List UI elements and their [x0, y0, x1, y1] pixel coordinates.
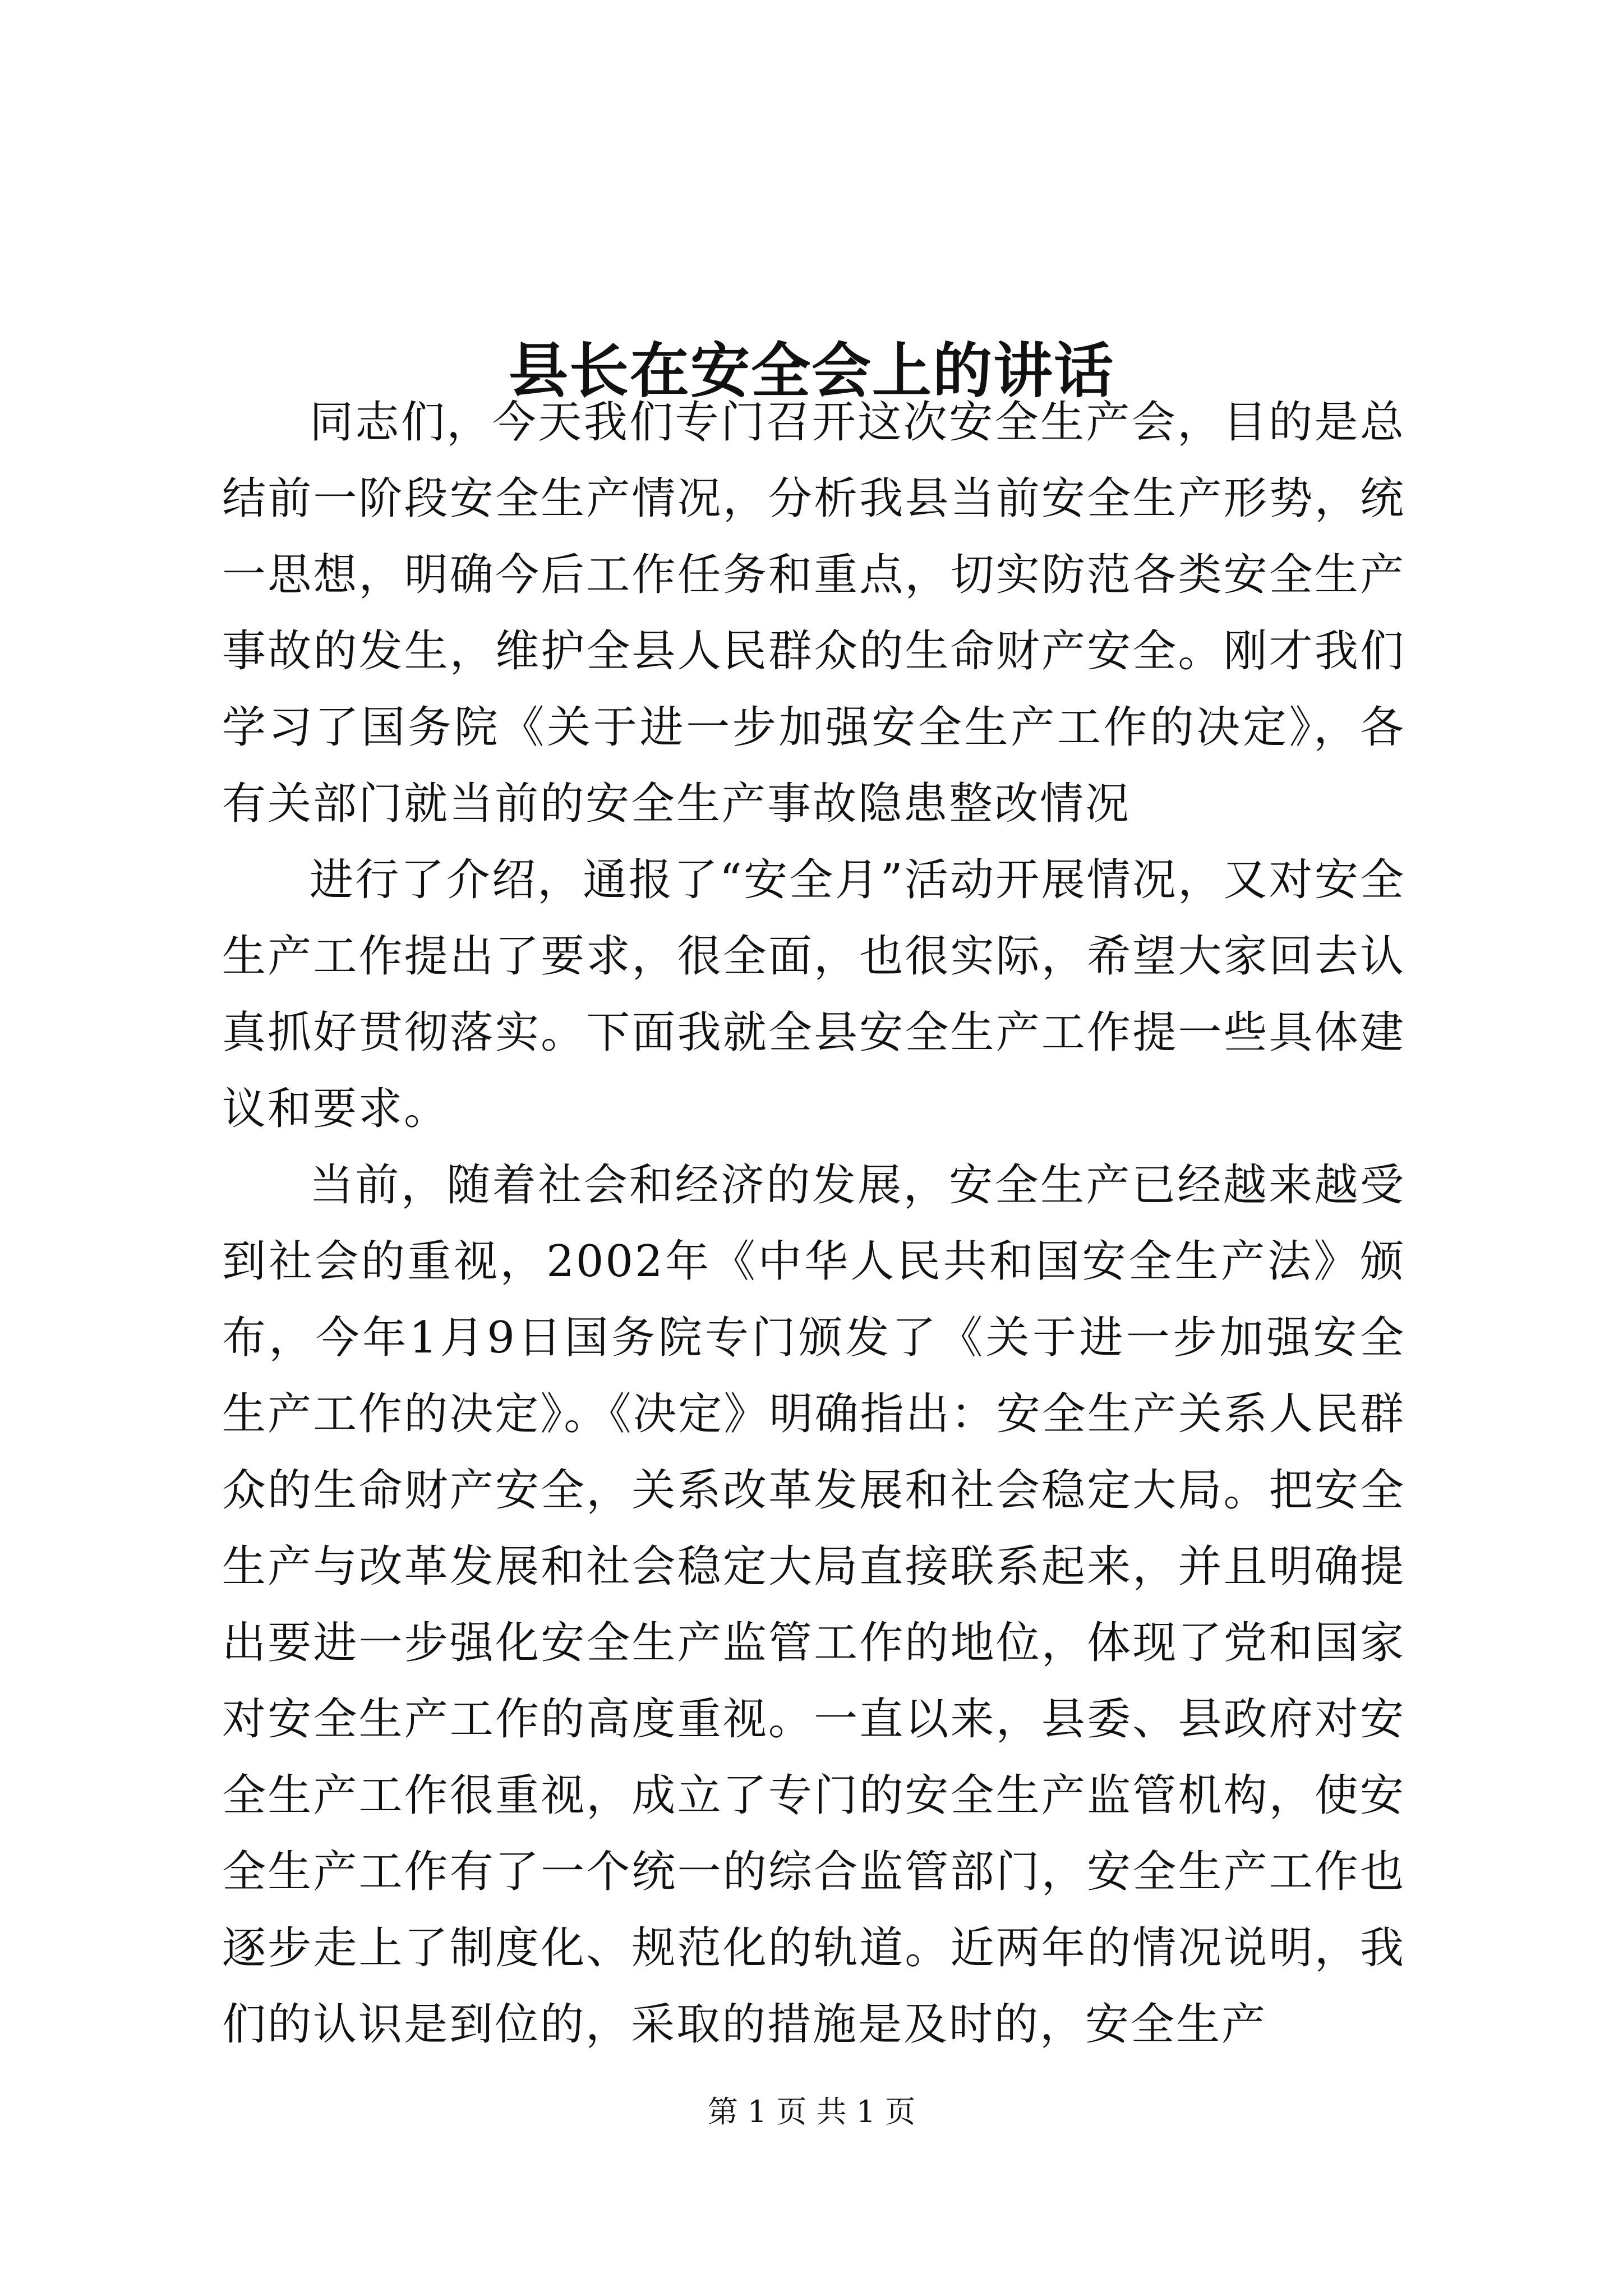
paragraph-briefing: 进行了介绍，通报了“安全月”活动开展情况，又对安全生产工作提出了要求，很全面，也很实际，希望大家回去认真抓好贯彻落实。下面我就全县安全生产工作提一些具体建议和要求。: [222, 855, 1405, 1134]
document-body: [222, 384, 1405, 2063]
paragraph-current-situation: 当前，随着社会和经济的发展，安全生产已经越来越受到社会的重视，2002年《中华人民共和国安全生产法》颁布，今年1月9日国务院专门颁发了《关于进一步加强安全生产工作的决定》。《决定》明确指出：安全生产关系人民群众的生命财产安全，关系改革发展和社会稳定大局。把安全生产与改革发展和社会稳定大局直接联系起来，并且明确提出要进一步强化安全生产监管工作的地位，体现了党和国家对安全生产工作的高度重视。一直以来，县委、县政府对安全生产工作很重视，成立了专门的安全生产监管机构，使安全生产工作有了一个统一的综合监管部门，安全生产工作也逐步走上了制度化、规范化的轨道。近两年的情况说明，我们的认识是到位的，采取的措施是及时的，安全生产: [222, 1160, 1405, 2050]
page-number-footer: 第 1 页 共 1 页: [707, 2094, 916, 2129]
paragraph-opening: 同志们，今天我们专门召开这次安全生产会，目的是总结前一阶段安全生产情况，分析我县当前安全生产形势，统一思想，明确今后工作任务和重点，切实防范各类安全生产事故的发生，维护全县人民群众的生命财产安全。刚才我们学习了国务院《关于进一步加强安全生产工作的决定》，各有关部门就当前的安全生产事故隐患整改情况: [222, 397, 1405, 829]
document-title: 县长在安全会上的讲话: [509, 335, 1114, 406]
